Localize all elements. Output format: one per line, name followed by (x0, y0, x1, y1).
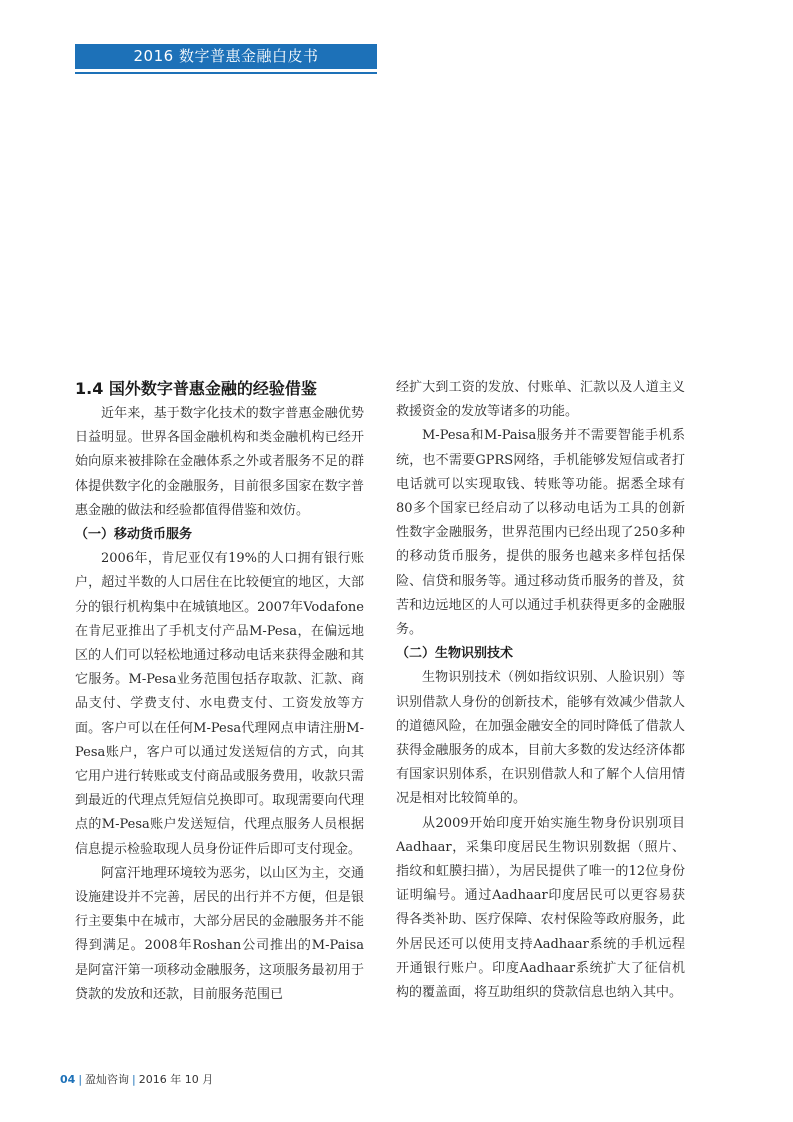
mobile-money-paragraph-global: M-Pesa和M-Paisa服务并不需要智能手机系统，也不需要GPRS网络，手机能够发短信或者打电话就可以实现取钱、转账等功能。据悉全球有80多个国家已经启动了以移动电话为工具的创新性数字金融服务，世界范围内已经出现了250多种的移动货币服务，提供的服务也越来多样包括保险、信贷和服务等。通过移动货币服务的普及，贫苦和边远地区的人可以通过手机获得更多的金融服务。 (396, 428, 685, 638)
biometrics-paragraph-aadhaar: 从2009开始印度开始实施生物身份识别项目Aadhaar，采集印度居民生物识别数据（照片、指纹和虹膜扫描），为居民提供了唯一的12位身份证明编号。通过Aadhaar印度居民可以更容易获得各类补助、医疗保障、农村保险等政府服务，此外居民还可以使用支持Aadhaar系统的手机远程开通银行账户。印度Aadhaar系统扩大了征信机构的覆盖面，将互助组织的贷款信息也纳入其中。 (396, 815, 685, 1001)
right-column (396, 376, 685, 1005)
header-title: 2016 数字普惠金融白皮书 (133, 47, 319, 65)
biometrics-paragraph-intro: 生物识别技术（例如指纹识别、人脸识别）等识别借款人身份的创新技术，能够有效减少借款人的道德风险，在加强金融安全的同时降低了借款人获得金融服务的成本，目前大多数的发达经济体都有国家识别体系，在识别借款人和了解个人信用情况是相对比较简单的。 (396, 670, 685, 807)
header-title-band (75, 44, 377, 69)
section-title: 1.4 国外数字普惠金融的经验借鉴 (75, 379, 317, 398)
header-divider (75, 72, 377, 74)
footer-separator: | (132, 1073, 136, 1086)
afghanistan-paragraph-continued: 经扩大到工资的发放、付账单、汇款以及人道主义救援资金的发放等诸多的功能。 (396, 380, 685, 420)
footer-separator: | (78, 1073, 83, 1086)
page-footer (60, 1072, 213, 1088)
subsection-title-biometrics: （二）生物识别技术 (396, 646, 514, 662)
mobile-money-paragraph-kenya: 2006年，肯尼亚仅有19%的人口拥有银行账户，超过半数的人口居住在比较便宜的地区，大部分的银行机构集中在城镇地区。2007年Vodafone在肯尼亚推出了手机支付产品M-Pesa，在偏远地区的人们可以轻松地通过移动电话来获得金融和其它服务。M-Pesa业务范围包括存取款、汇款、商品支付、学费支付、水电费支付、工资发放等方面。客户可以在任何M-Pesa代理网点申请注册M-Pesa账户，客户可以通过发送短信的方式，向其它用户进行转账或支付商品或服务费用，收款只需到最近的代理点凭短信兑换即可。取现需要向代理点的M-Pesa账户发送短信，代理点服务人员根据信息提示检验取现人员身份证件后即可支付现金。 (75, 551, 364, 857)
footer-publisher: 盈灿咨询 (85, 1073, 130, 1086)
footer-date: 2016 年 10 月 (138, 1073, 214, 1086)
intro-paragraph: 近年来，基于数字化技术的数字普惠金融优势日益明显。世界各国金融机构和类金融机构已经开始向原来被排除在金融体系之外或者服务不足的群体提供数字化的金融服务，目前很多国家在数字普惠金融的做法和经验都值得借鉴和效仿。 (75, 406, 364, 518)
page-number: 04 (60, 1073, 76, 1086)
mobile-money-paragraph-afghanistan: 阿富汗地理环境较为恶劣，以山区为主，交通设施建设并不完善，居民的出行并不方便，但是银行主要集中在城市，大部分居民的金融服务并不能得到满足。2008年Roshan公司推出的M-Paisa是阿富汗第一项移动金融服务，这项服务最初用于贷款的发放和还款，目前服务范围已 (75, 865, 364, 1002)
subsection-title-mobile-money: （一）移动货币服务 (75, 527, 193, 543)
left-column (75, 376, 364, 1007)
